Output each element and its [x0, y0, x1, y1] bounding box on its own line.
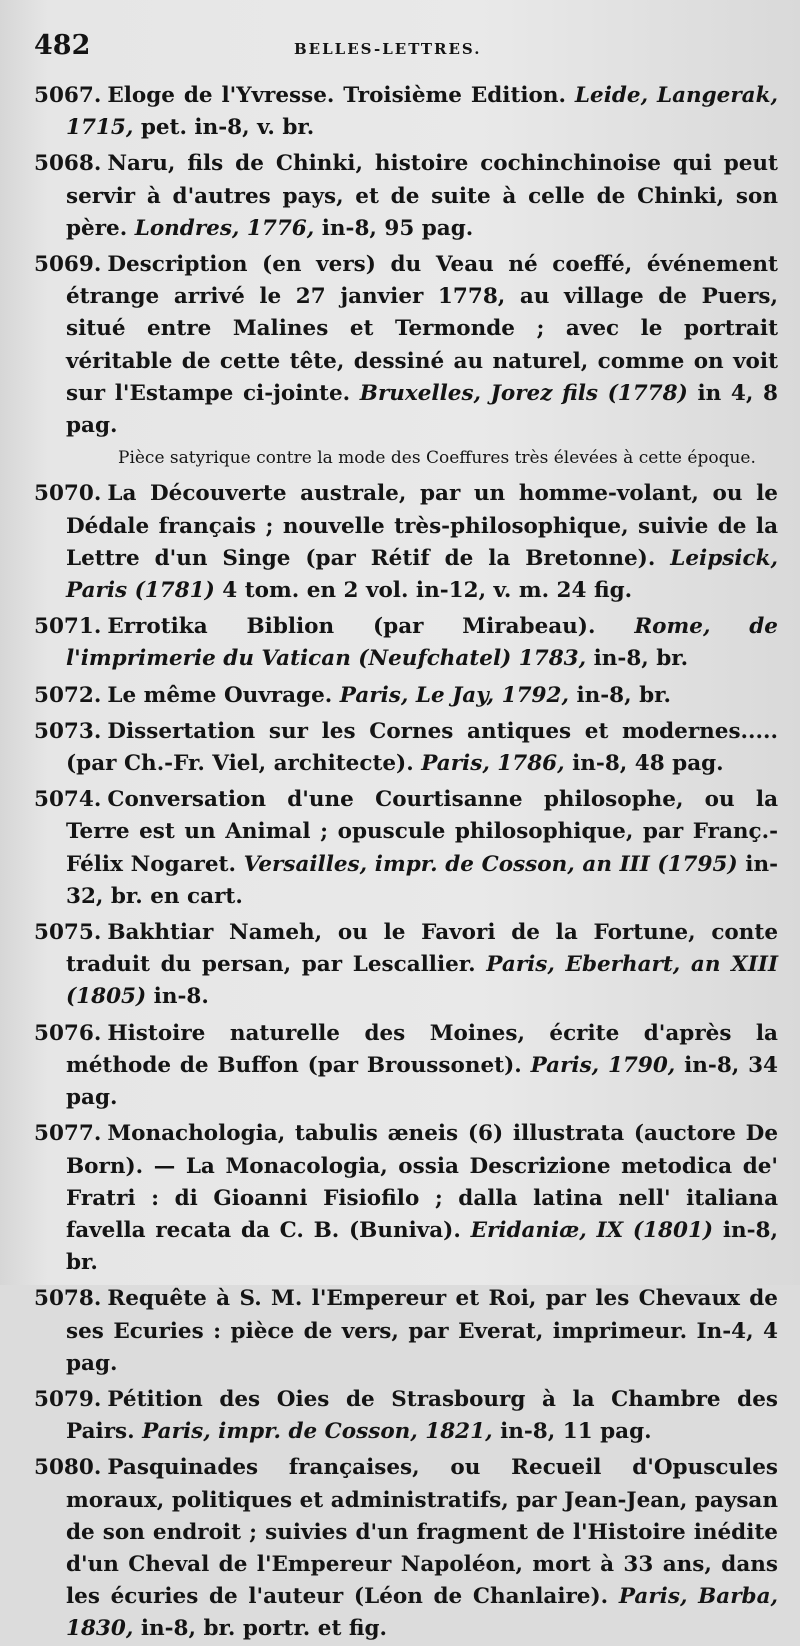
entry-format: in 4, 8 pag. — [66, 380, 778, 439]
entry-number: 5069. — [34, 252, 102, 278]
entry-imprint: Paris, 1790, — [530, 1052, 676, 1078]
entry-text: Naru, fils de Chinki, histoire cochinchinoise qui peut servir à d'autres pays, et de suite à celle de Chinki, son père. — [66, 151, 778, 241]
catalogue-entry — [34, 716, 778, 780]
catalogue-entry — [34, 1118, 778, 1279]
entry-imprint: Paris, Barba, 1830, — [66, 1584, 778, 1642]
catalogue-entry — [34, 1452, 778, 1645]
catalogue-entry — [34, 80, 778, 144]
entry-format: in-8, 11 pag. — [492, 1419, 652, 1445]
entry-format: in-8, br. portr. et fig. — [133, 1616, 388, 1642]
entry-number: 5071. — [34, 614, 102, 640]
entry-number: 5067. — [34, 83, 102, 108]
entry-format: in-8, br. — [586, 646, 689, 672]
entry-list — [34, 80, 778, 1646]
entry-number: 5076. — [34, 1020, 102, 1046]
page-header — [34, 30, 778, 78]
entry-format: in-8, 34 pag. — [66, 1052, 778, 1111]
entry-text: Dissertation sur les Cornes antiques et modernes..... (par Ch.-Fr. Viel, architecte). — [66, 718, 778, 777]
catalogue-entry — [34, 478, 778, 607]
catalogue-entry — [34, 249, 778, 474]
entry-text: Description (en vers) du Veau né coeffé, événement étrange arrivé le 27 janvier 1778, au village de Puers, situé entre Malines et Termonde ; avec le portrait véritable de cette tête, dessiné au naturel, comme on voit sur l'Estampe ci-jointe. — [66, 252, 778, 406]
catalogue-entry — [34, 1283, 778, 1380]
entry-text: Pasquinades françaises, ou Recueil d'Opuscules moraux, politiques et administratifs, par Jean-Jean, paysan de son endroit ; suivies d'un fragment de l'Histoire inédite d'un Cheval de l'Empereur Napoléon, mort à 33 ans, dans les écuries de l'auteur (Léon de Chanlaire). — [66, 1455, 778, 1610]
entry-format: in-8, 95 pag. — [314, 215, 474, 241]
entry-number: 5070. — [34, 481, 102, 507]
page-number: 482 — [34, 30, 91, 61]
entry-text: Monachologia, tabulis æneis (6) illustrata (auctore De Born). — La Monacologia, ossia Descrizione metodica de' Fratri : di Gioanni Fisiofilo ; dalla latina nell' italiana favella recata da C. B. (Buniva). — [66, 1121, 778, 1243]
entry-number: 5073. — [34, 718, 102, 744]
catalogue-entry — [34, 611, 778, 675]
entry-number: 5079. — [34, 1386, 102, 1412]
entry-imprint: Paris, Le Jay, 1792, — [339, 682, 569, 708]
entry-imprint: Paris, Eberhart, an XIII (1805) — [66, 952, 778, 1010]
entry-number: 5075. — [34, 920, 102, 946]
entry-imprint: Versailles, impr. de Cosson, an III (1795) — [243, 851, 738, 877]
catalogue-entry — [34, 1018, 778, 1115]
entry-note: Pièce satyrique contre la mode des Coeffures très élevées à cette époque. — [118, 448, 756, 469]
entry-format: in-8, 48 pag. — [564, 751, 724, 777]
entry-number: 5072. — [34, 682, 102, 708]
catalogue-entry — [34, 1384, 778, 1448]
entry-format: in-32, br. en cart. — [66, 851, 779, 909]
running-head: BELLES-LETTRES. — [294, 40, 482, 58]
entry-format: in-8. — [146, 984, 209, 1010]
entry-imprint: Leipsick, Paris (1781) — [66, 545, 778, 604]
entry-text: Bakhtiar Nameh, ou le Favori de la Fortune, conte traduit du persan, par Lescallier. — [66, 920, 778, 978]
entry-imprint: Eridaniæ, IX (1801) — [470, 1217, 714, 1243]
entry-format: pet. in-8, v. br. — [133, 115, 315, 141]
entry-text: Errotika Biblion (par Mirabeau). — [107, 614, 635, 640]
entry-imprint: Bruxelles, Jorez fils (1778) — [359, 380, 688, 406]
entry-imprint: Londres, 1776, — [134, 215, 315, 241]
entry-format: 4 tom. en 2 vol. in-12, v. m. 24 fig. — [214, 578, 633, 604]
entry-text: Requête à S. M. l'Empereur et Roi, par les Chevaux de ses Ecuries : pièce de vers, par Everat, imprimeur. In-4, 4 pag. — [66, 1286, 778, 1376]
entry-number: 5080. — [34, 1455, 102, 1481]
entry-number: 5074. — [34, 787, 102, 813]
entry-text: Pétition des Oies de Strasbourg à la Chambre des Pairs. — [66, 1386, 778, 1445]
entry-format: in-8, br. — [568, 682, 671, 708]
entry-number: 5068. — [34, 151, 102, 177]
catalogue-entry — [34, 917, 778, 1014]
entry-text: Conversation d'une Courtisanne philosophe, ou la Terre est un Animal ; opuscule philosophique, par Franç.-Félix Nogaret. — [66, 787, 778, 877]
catalogue-entry — [34, 784, 778, 913]
entry-text: Le même Ouvrage. — [107, 682, 340, 708]
catalogue-entry — [34, 148, 778, 245]
entry-text: Eloge de l'Yvresse. Troisième Edition. — [107, 83, 575, 108]
entry-number: 5077. — [34, 1121, 102, 1147]
entry-text: La Découverte australe, par un homme-volant, ou le Dédale français ; nouvelle très-philosophique, suivie de la Lettre d'un Singe (par Rétif de la Bretonne). — [66, 481, 778, 571]
entry-imprint: Rome, de l'imprimerie du Vatican (Neufchatel) 1783, — [66, 614, 778, 672]
entry-text: Histoire naturelle des Moines, écrite d'après la méthode de Buffon (par Broussonet). — [66, 1020, 778, 1078]
entry-format: in-8, br. — [66, 1217, 779, 1276]
entry-imprint: Paris, 1786, — [421, 751, 565, 777]
entry-number: 5078. — [34, 1286, 102, 1312]
catalogue-entry — [34, 680, 778, 712]
entry-imprint: Leide, Langerak, 1715, — [66, 83, 778, 141]
entry-imprint: Paris, impr. de Cosson, 1821, — [142, 1419, 493, 1445]
